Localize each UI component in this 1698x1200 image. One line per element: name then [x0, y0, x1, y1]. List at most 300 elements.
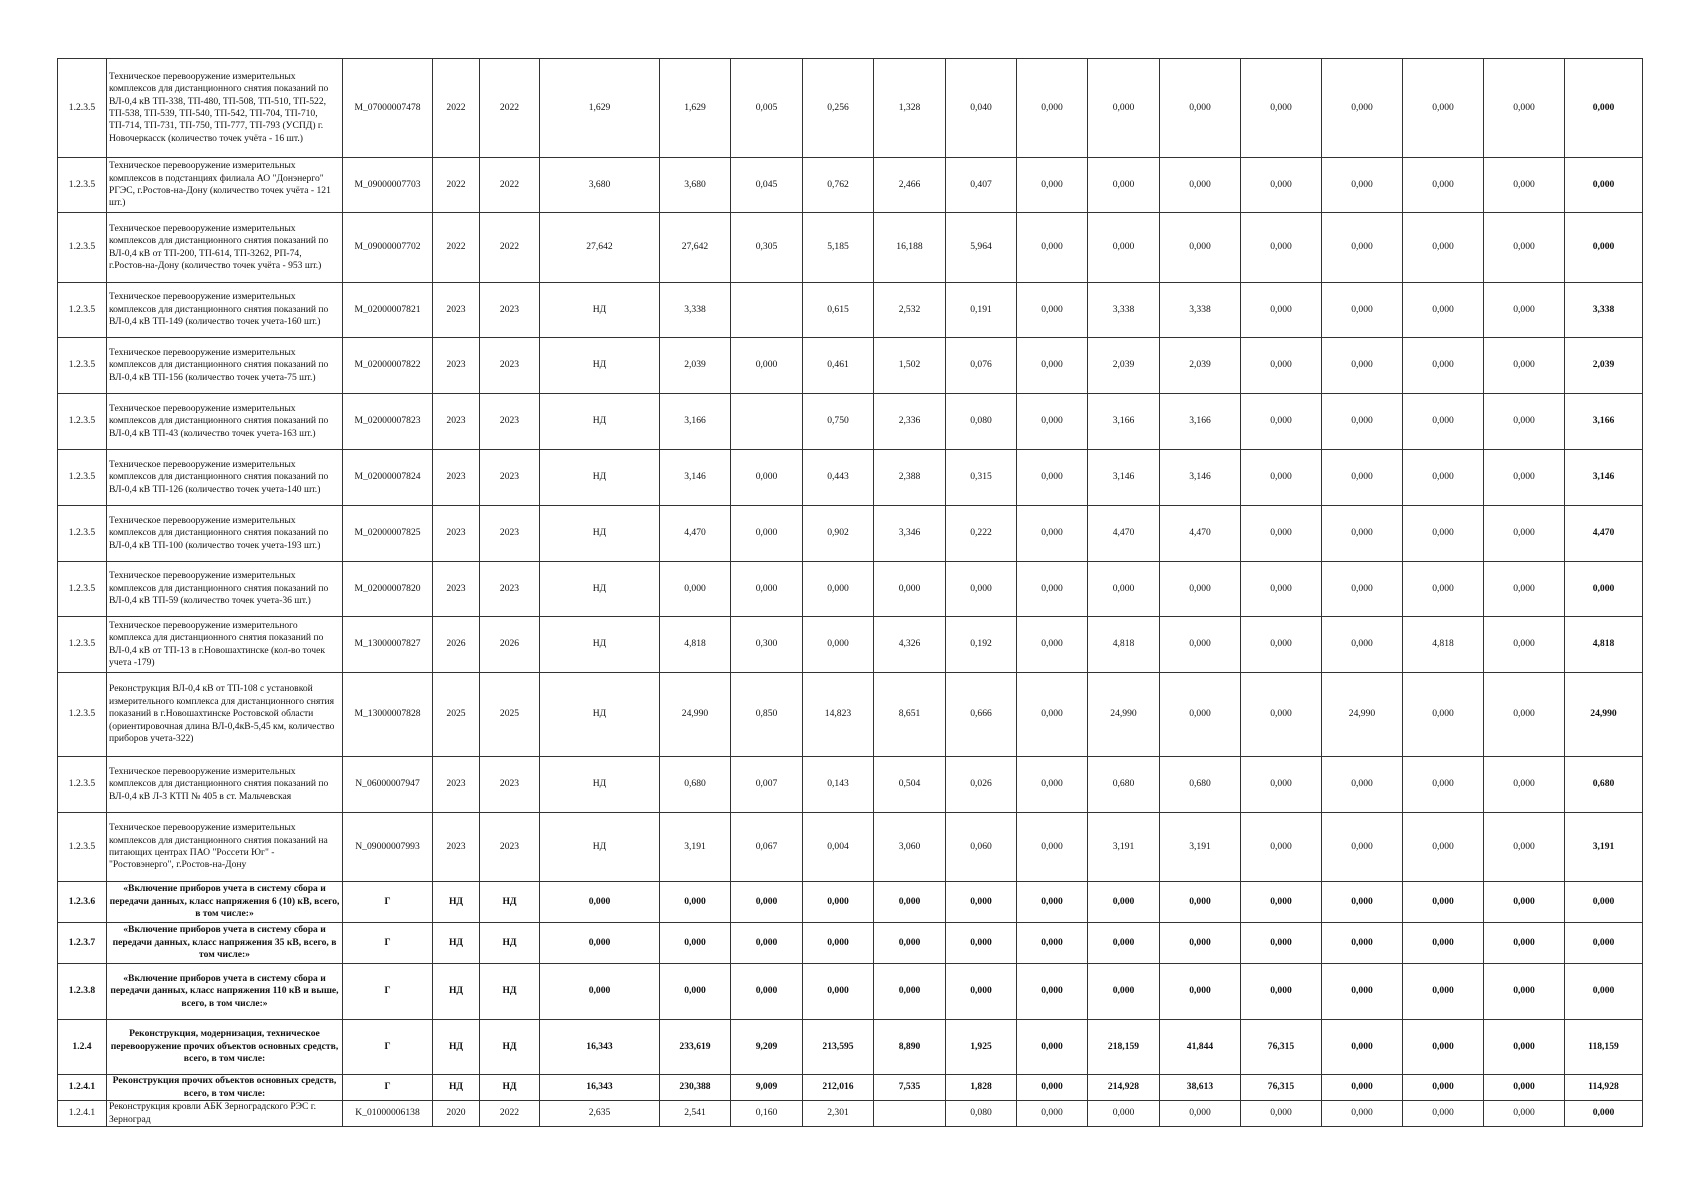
col-value-6-cell: 0,315: [946, 450, 1017, 506]
col-value-5-cell: [874, 1101, 946, 1127]
col-value-7-cell: 0,000: [1017, 338, 1088, 394]
col-value-12-cell: 0,000: [1403, 158, 1484, 213]
col-value-4-cell: 0,902: [803, 506, 874, 562]
col-value-7-cell: 0,000: [1017, 757, 1088, 813]
project-name-cell: Техническое перевооружение измерительных комплексов в подстанциях филиала АО "Донэнерго" РГЭС, г.Ростов-на-Дону (количество точек учёта - 121 шт.): [107, 158, 343, 213]
project-id-cell: M_09000007702: [343, 213, 433, 283]
col-value-1-cell: 2,635: [540, 1101, 660, 1127]
col-value-8-cell: 24,990: [1088, 673, 1160, 757]
project-name-cell: Реконструкция прочих объектов основных средств, всего, в том числе:: [107, 1075, 343, 1101]
end-year-cell: 2022: [480, 1101, 540, 1127]
col-value-2-cell: 2,541: [660, 1101, 731, 1127]
col-value-7-cell: 0,000: [1017, 394, 1088, 450]
col-value-13-cell: 0,000: [1484, 283, 1565, 338]
col-value-8-cell: 0,680: [1088, 757, 1160, 813]
col-value-6-cell: 1,925: [946, 1020, 1017, 1075]
col-value-7-cell: 0,000: [1017, 1075, 1088, 1101]
start-year-cell: НД: [433, 1020, 480, 1075]
col-value-10-cell: 0,000: [1241, 964, 1322, 1020]
col-value-9-cell: 38,613: [1160, 1075, 1241, 1101]
project-name-cell: Техническое перевооружение измерительных комплексов для дистанционного снятия показаний по ВЛ-0,4 кВ ТП-100 (количество точек учета-193 шт.): [107, 506, 343, 562]
end-year-cell: 2025: [480, 673, 540, 757]
col-value-4-cell: 0,461: [803, 338, 874, 394]
col-value-3-cell: 0,000: [731, 964, 803, 1020]
col-value-3-cell: [731, 394, 803, 450]
start-year-cell: 2022: [433, 158, 480, 213]
col-value-12-cell: 4,818: [1403, 617, 1484, 673]
col-value-13-cell: 0,000: [1484, 213, 1565, 283]
col-value-10-cell: 0,000: [1241, 813, 1322, 882]
col-value-4-cell: 212,016: [803, 1075, 874, 1101]
project-name-cell: «Включение приборов учета в систему сбора и передачи данных, класс напряжения 110 кВ и выше, всего, в том числе:»: [107, 964, 343, 1020]
col-value-11-cell: 0,000: [1322, 813, 1403, 882]
col-value-2-cell: 0,000: [660, 964, 731, 1020]
col-value-4-cell: 2,301: [803, 1101, 874, 1127]
col-value-12-cell: 0,000: [1403, 813, 1484, 882]
col-value-13-cell: 0,000: [1484, 450, 1565, 506]
col-value-3-cell: [731, 283, 803, 338]
row-code-cell: 1.2.3.5: [58, 562, 107, 617]
col-value-5-cell: 7,535: [874, 1075, 946, 1101]
col-value-4-cell: 0,000: [803, 923, 874, 964]
col-value-1-cell: НД: [540, 506, 660, 562]
col-value-13-cell: 0,000: [1484, 757, 1565, 813]
project-id-cell: Г: [343, 1020, 433, 1075]
col-value-2-cell: 3,338: [660, 283, 731, 338]
col-value-9-cell: 4,470: [1160, 506, 1241, 562]
table-row: [58, 158, 1643, 213]
col-value-2-cell: 1,629: [660, 59, 731, 158]
col-value-11-cell: 0,000: [1322, 394, 1403, 450]
col-value-13-cell: 0,000: [1484, 813, 1565, 882]
col-value-11-cell: 0,000: [1322, 757, 1403, 813]
col-value-3-cell: 0,000: [731, 923, 803, 964]
col-value-4-cell: 0,750: [803, 394, 874, 450]
project-id-cell: M_13000007827: [343, 617, 433, 673]
col-value-9-cell: 3,166: [1160, 394, 1241, 450]
col-value-13-cell: 0,000: [1484, 158, 1565, 213]
col-value-9-cell: 41,844: [1160, 1020, 1241, 1075]
col-value-1-cell: НД: [540, 813, 660, 882]
col-value-6-cell: 0,222: [946, 506, 1017, 562]
col-value-2-cell: 3,166: [660, 394, 731, 450]
row-total-cell: 118,159: [1565, 1020, 1643, 1075]
col-value-1-cell: НД: [540, 562, 660, 617]
col-value-13-cell: 0,000: [1484, 338, 1565, 394]
col-value-4-cell: 213,595: [803, 1020, 874, 1075]
end-year-cell: 2026: [480, 617, 540, 673]
row-code-cell: 1.2.3.5: [58, 59, 107, 158]
start-year-cell: НД: [433, 964, 480, 1020]
col-value-12-cell: 0,000: [1403, 964, 1484, 1020]
col-value-6-cell: 0,080: [946, 394, 1017, 450]
col-value-8-cell: 3,338: [1088, 283, 1160, 338]
project-name-cell: Техническое перевооружение измерительных комплексов для дистанционного снятия показаний по ВЛ-0,4 кВ Л-3 КТП № 405 в ст. Мальчевская: [107, 757, 343, 813]
start-year-cell: 2023: [433, 813, 480, 882]
table-row: [58, 923, 1643, 964]
col-value-4-cell: 0,615: [803, 283, 874, 338]
col-value-2-cell: 4,470: [660, 506, 731, 562]
end-year-cell: НД: [480, 1020, 540, 1075]
project-id-cell: M_02000007823: [343, 394, 433, 450]
col-value-11-cell: 0,000: [1322, 450, 1403, 506]
col-value-12-cell: 0,000: [1403, 923, 1484, 964]
col-value-4-cell: 0,000: [803, 617, 874, 673]
col-value-12-cell: 0,000: [1403, 562, 1484, 617]
col-value-13-cell: 0,000: [1484, 394, 1565, 450]
project-id-cell: M_13000007828: [343, 673, 433, 757]
col-value-8-cell: 0,000: [1088, 1101, 1160, 1127]
col-value-13-cell: 0,000: [1484, 1020, 1565, 1075]
col-value-3-cell: 9,009: [731, 1075, 803, 1101]
col-value-7-cell: 0,000: [1017, 283, 1088, 338]
col-value-2-cell: 230,388: [660, 1075, 731, 1101]
row-code-cell: 1.2.3.5: [58, 283, 107, 338]
col-value-6-cell: 0,000: [946, 964, 1017, 1020]
col-value-5-cell: 8,890: [874, 1020, 946, 1075]
col-value-2-cell: 3,191: [660, 813, 731, 882]
row-code-cell: 1.2.3.5: [58, 394, 107, 450]
col-value-8-cell: 214,928: [1088, 1075, 1160, 1101]
row-total-cell: 0,000: [1565, 1101, 1643, 1127]
col-value-9-cell: 0,000: [1160, 673, 1241, 757]
table-row: [58, 59, 1643, 158]
col-value-12-cell: 0,000: [1403, 394, 1484, 450]
col-value-8-cell: 2,039: [1088, 338, 1160, 394]
col-value-7-cell: 0,000: [1017, 158, 1088, 213]
col-value-3-cell: 0,000: [731, 450, 803, 506]
row-total-cell: 0,000: [1565, 59, 1643, 158]
col-value-8-cell: 0,000: [1088, 158, 1160, 213]
col-value-12-cell: 0,000: [1403, 213, 1484, 283]
end-year-cell: 2023: [480, 394, 540, 450]
project-name-cell: Техническое перевооружение измерительных комплексов для дистанционного снятия показаний по ВЛ-0,4 кВ ТП-126 (количество точек учета-140 шт.): [107, 450, 343, 506]
col-value-6-cell: 0,000: [946, 562, 1017, 617]
col-value-10-cell: 0,000: [1241, 158, 1322, 213]
table-row: [58, 394, 1643, 450]
table-row: [58, 213, 1643, 283]
col-value-5-cell: 0,000: [874, 882, 946, 923]
project-name-cell: Техническое перевооружение измерительных комплексов для дистанционного снятия показаний по ВЛ-0,4 кВ ТП-43 (количество точек учета-163 шт.): [107, 394, 343, 450]
row-total-cell: 0,000: [1565, 158, 1643, 213]
row-total-cell: 3,191: [1565, 813, 1643, 882]
col-value-2-cell: 0,680: [660, 757, 731, 813]
col-value-8-cell: 218,159: [1088, 1020, 1160, 1075]
col-value-9-cell: 2,039: [1160, 338, 1241, 394]
col-value-3-cell: 0,000: [731, 506, 803, 562]
col-value-9-cell: 0,000: [1160, 617, 1241, 673]
col-value-11-cell: 0,000: [1322, 338, 1403, 394]
col-value-8-cell: 3,166: [1088, 394, 1160, 450]
col-value-11-cell: 0,000: [1322, 1075, 1403, 1101]
col-value-3-cell: 0,160: [731, 1101, 803, 1127]
table-row: [58, 1101, 1643, 1127]
col-value-12-cell: 0,000: [1403, 506, 1484, 562]
col-value-10-cell: 0,000: [1241, 923, 1322, 964]
start-year-cell: 2023: [433, 562, 480, 617]
end-year-cell: 2023: [480, 757, 540, 813]
col-value-10-cell: 0,000: [1241, 283, 1322, 338]
col-value-12-cell: 0,000: [1403, 882, 1484, 923]
row-code-cell: 1.2.4.1: [58, 1101, 107, 1127]
col-value-13-cell: 0,000: [1484, 506, 1565, 562]
table-row: [58, 617, 1643, 673]
row-code-cell: 1.2.3.7: [58, 923, 107, 964]
col-value-3-cell: 0,850: [731, 673, 803, 757]
project-name-cell: Реконструкция ВЛ-0,4 кВ от ТП-108 с установкой измерительного комплекса для дистанционного снятия показаний в г.Новошахтинске Ростовской области (ориентировочная длина ВЛ-0,4кВ-5,45 км, количество приборов учета-322): [107, 673, 343, 757]
col-value-10-cell: 0,000: [1241, 757, 1322, 813]
start-year-cell: 2026: [433, 617, 480, 673]
col-value-13-cell: 0,000: [1484, 59, 1565, 158]
row-code-cell: 1.2.3.5: [58, 757, 107, 813]
start-year-cell: 2023: [433, 394, 480, 450]
col-value-3-cell: 9,209: [731, 1020, 803, 1075]
end-year-cell: 2023: [480, 338, 540, 394]
project-id-cell: M_02000007821: [343, 283, 433, 338]
col-value-10-cell: 0,000: [1241, 450, 1322, 506]
col-value-8-cell: 0,000: [1088, 213, 1160, 283]
col-value-1-cell: 1,629: [540, 59, 660, 158]
end-year-cell: 2023: [480, 506, 540, 562]
row-total-cell: 2,039: [1565, 338, 1643, 394]
project-id-cell: M_02000007825: [343, 506, 433, 562]
col-value-13-cell: 0,000: [1484, 964, 1565, 1020]
project-id-cell: M_02000007824: [343, 450, 433, 506]
col-value-10-cell: 0,000: [1241, 213, 1322, 283]
start-year-cell: 2022: [433, 213, 480, 283]
col-value-2-cell: 233,619: [660, 1020, 731, 1075]
col-value-1-cell: 0,000: [540, 964, 660, 1020]
col-value-8-cell: 4,818: [1088, 617, 1160, 673]
col-value-9-cell: 0,000: [1160, 882, 1241, 923]
col-value-12-cell: 0,000: [1403, 1101, 1484, 1127]
col-value-3-cell: 0,305: [731, 213, 803, 283]
project-name-cell: Техническое перевооружение измерительных комплексов для дистанционного снятия показаний по ВЛ-0,4 кВ от ТП-200, ТП-614, ТП-3262, РП-74, г.Ростов-на-Дону (количество точек учёта - 953 шт.): [107, 213, 343, 283]
col-value-10-cell: 0,000: [1241, 617, 1322, 673]
col-value-5-cell: 2,532: [874, 283, 946, 338]
col-value-6-cell: 5,964: [946, 213, 1017, 283]
col-value-7-cell: 0,000: [1017, 1020, 1088, 1075]
col-value-1-cell: НД: [540, 673, 660, 757]
col-value-9-cell: 0,000: [1160, 923, 1241, 964]
col-value-13-cell: 0,000: [1484, 882, 1565, 923]
col-value-6-cell: 0,192: [946, 617, 1017, 673]
col-value-5-cell: 8,651: [874, 673, 946, 757]
col-value-1-cell: НД: [540, 283, 660, 338]
col-value-13-cell: 0,000: [1484, 562, 1565, 617]
col-value-9-cell: 0,680: [1160, 757, 1241, 813]
col-value-9-cell: 0,000: [1160, 213, 1241, 283]
end-year-cell: НД: [480, 964, 540, 1020]
project-name-cell: Техническое перевооружение измерительных комплексов для дистанционного снятия показаний по ВЛ-0,4 кВ ТП-59 (количество точек учета-36 шт.): [107, 562, 343, 617]
col-value-7-cell: 0,000: [1017, 59, 1088, 158]
col-value-6-cell: 0,000: [946, 882, 1017, 923]
col-value-10-cell: 0,000: [1241, 673, 1322, 757]
col-value-9-cell: 0,000: [1160, 964, 1241, 1020]
row-code-cell: 1.2.3.5: [58, 673, 107, 757]
col-value-1-cell: 27,642: [540, 213, 660, 283]
col-value-10-cell: 0,000: [1241, 338, 1322, 394]
row-code-cell: 1.2.3.5: [58, 450, 107, 506]
col-value-11-cell: 24,990: [1322, 673, 1403, 757]
end-year-cell: 2023: [480, 283, 540, 338]
project-id-cell: N_06000007947: [343, 757, 433, 813]
col-value-10-cell: 0,000: [1241, 506, 1322, 562]
col-value-4-cell: 0,256: [803, 59, 874, 158]
investment-program-table: [57, 58, 1643, 1127]
col-value-10-cell: 76,315: [1241, 1075, 1322, 1101]
col-value-6-cell: 1,828: [946, 1075, 1017, 1101]
col-value-4-cell: 0,143: [803, 757, 874, 813]
col-value-8-cell: 0,000: [1088, 59, 1160, 158]
project-id-cell: M_02000007822: [343, 338, 433, 394]
row-total-cell: 4,818: [1565, 617, 1643, 673]
start-year-cell: НД: [433, 923, 480, 964]
col-value-8-cell: 0,000: [1088, 964, 1160, 1020]
row-code-cell: 1.2.4.1: [58, 1075, 107, 1101]
start-year-cell: 2023: [433, 757, 480, 813]
project-id-cell: N_09000007993: [343, 813, 433, 882]
col-value-3-cell: 0,005: [731, 59, 803, 158]
col-value-7-cell: 0,000: [1017, 562, 1088, 617]
col-value-7-cell: 0,000: [1017, 1101, 1088, 1127]
col-value-4-cell: 0,004: [803, 813, 874, 882]
start-year-cell: 2023: [433, 283, 480, 338]
col-value-1-cell: НД: [540, 617, 660, 673]
project-name-cell: Техническое перевооружение измерительного комплекса для дистанционного снятия показаний по ВЛ-0,4 кВ от ТП-13 в г.Новошахтинске (кол-во точек учета -179): [107, 617, 343, 673]
col-value-10-cell: 0,000: [1241, 882, 1322, 923]
row-total-cell: 0,000: [1565, 923, 1643, 964]
col-value-2-cell: 24,990: [660, 673, 731, 757]
row-total-cell: 0,680: [1565, 757, 1643, 813]
row-code-cell: 1.2.3.5: [58, 338, 107, 394]
end-year-cell: НД: [480, 923, 540, 964]
col-value-12-cell: 0,000: [1403, 338, 1484, 394]
end-year-cell: 2022: [480, 213, 540, 283]
project-name-cell: Техническое перевооружение измерительных комплексов для дистанционного снятия показаний на питающих центрах ПАО "Россети Юг" - "Ростовэнерго", г.Ростов-на-Дону: [107, 813, 343, 882]
col-value-7-cell: 0,000: [1017, 617, 1088, 673]
col-value-11-cell: 0,000: [1322, 882, 1403, 923]
row-total-cell: 0,000: [1565, 562, 1643, 617]
end-year-cell: НД: [480, 1075, 540, 1101]
col-value-11-cell: 0,000: [1322, 923, 1403, 964]
end-year-cell: 2022: [480, 158, 540, 213]
start-year-cell: 2020: [433, 1101, 480, 1127]
col-value-1-cell: НД: [540, 757, 660, 813]
project-id-cell: K_01000006138: [343, 1101, 433, 1127]
col-value-5-cell: 3,060: [874, 813, 946, 882]
col-value-11-cell: 0,000: [1322, 1020, 1403, 1075]
col-value-2-cell: 0,000: [660, 923, 731, 964]
project-name-cell: Реконструкция кровли АБК Зерноградского РЭС г. Зерноград: [107, 1101, 343, 1127]
col-value-10-cell: 0,000: [1241, 394, 1322, 450]
col-value-11-cell: 0,000: [1322, 59, 1403, 158]
col-value-10-cell: 76,315: [1241, 1020, 1322, 1075]
col-value-8-cell: 3,191: [1088, 813, 1160, 882]
row-code-cell: 1.2.3.5: [58, 158, 107, 213]
col-value-5-cell: 2,336: [874, 394, 946, 450]
col-value-1-cell: 16,343: [540, 1075, 660, 1101]
col-value-6-cell: 0,666: [946, 673, 1017, 757]
col-value-5-cell: 0,000: [874, 562, 946, 617]
col-value-5-cell: 1,502: [874, 338, 946, 394]
row-code-cell: 1.2.3.6: [58, 882, 107, 923]
col-value-9-cell: 0,000: [1160, 158, 1241, 213]
row-code-cell: 1.2.3.5: [58, 813, 107, 882]
project-id-cell: Г: [343, 882, 433, 923]
col-value-3-cell: 0,007: [731, 757, 803, 813]
col-value-3-cell: 0,000: [731, 562, 803, 617]
col-value-4-cell: 0,443: [803, 450, 874, 506]
row-total-cell: 0,000: [1565, 213, 1643, 283]
col-value-2-cell: 4,818: [660, 617, 731, 673]
col-value-11-cell: 0,000: [1322, 964, 1403, 1020]
col-value-4-cell: 5,185: [803, 213, 874, 283]
row-code-cell: 1.2.3.5: [58, 506, 107, 562]
col-value-1-cell: НД: [540, 338, 660, 394]
project-name-cell: Техническое перевооружение измерительных комплексов для дистанционного снятия показаний по ВЛ-0,4 кВ ТП-156 (количество точек учета-75 шт.): [107, 338, 343, 394]
table-row: [58, 338, 1643, 394]
col-value-5-cell: 0,000: [874, 964, 946, 1020]
project-id-cell: M_07000007478: [343, 59, 433, 158]
col-value-11-cell: 0,000: [1322, 617, 1403, 673]
row-total-cell: 3,166: [1565, 394, 1643, 450]
col-value-5-cell: 1,328: [874, 59, 946, 158]
row-total-cell: 3,146: [1565, 450, 1643, 506]
col-value-12-cell: 0,000: [1403, 450, 1484, 506]
col-value-3-cell: 0,067: [731, 813, 803, 882]
col-value-1-cell: 0,000: [540, 882, 660, 923]
col-value-11-cell: 0,000: [1322, 283, 1403, 338]
table-row: [58, 562, 1643, 617]
row-total-cell: 3,338: [1565, 283, 1643, 338]
table-row: [58, 964, 1643, 1020]
col-value-12-cell: 0,000: [1403, 59, 1484, 158]
row-total-cell: 4,470: [1565, 506, 1643, 562]
col-value-11-cell: 0,000: [1322, 506, 1403, 562]
start-year-cell: 2022: [433, 59, 480, 158]
project-id-cell: Г: [343, 1075, 433, 1101]
col-value-7-cell: 0,000: [1017, 964, 1088, 1020]
start-year-cell: НД: [433, 882, 480, 923]
col-value-6-cell: 0,040: [946, 59, 1017, 158]
col-value-2-cell: 2,039: [660, 338, 731, 394]
col-value-7-cell: 0,000: [1017, 923, 1088, 964]
row-code-cell: 1.2.3.5: [58, 213, 107, 283]
end-year-cell: 2022: [480, 59, 540, 158]
col-value-3-cell: 0,000: [731, 338, 803, 394]
col-value-4-cell: 14,823: [803, 673, 874, 757]
col-value-4-cell: 0,000: [803, 964, 874, 1020]
col-value-4-cell: 0,762: [803, 158, 874, 213]
col-value-13-cell: 0,000: [1484, 923, 1565, 964]
table-row: [58, 1075, 1643, 1101]
col-value-5-cell: 3,346: [874, 506, 946, 562]
col-value-9-cell: 0,000: [1160, 562, 1241, 617]
col-value-5-cell: 4,326: [874, 617, 946, 673]
col-value-11-cell: 0,000: [1322, 562, 1403, 617]
col-value-6-cell: 0,080: [946, 1101, 1017, 1127]
col-value-6-cell: 0,191: [946, 283, 1017, 338]
row-code-cell: 1.2.3.8: [58, 964, 107, 1020]
end-year-cell: НД: [480, 882, 540, 923]
col-value-6-cell: 0,407: [946, 158, 1017, 213]
start-year-cell: НД: [433, 1075, 480, 1101]
col-value-12-cell: 0,000: [1403, 757, 1484, 813]
row-total-cell: 0,000: [1565, 964, 1643, 1020]
col-value-8-cell: 0,000: [1088, 882, 1160, 923]
project-id-cell: M_09000007703: [343, 158, 433, 213]
